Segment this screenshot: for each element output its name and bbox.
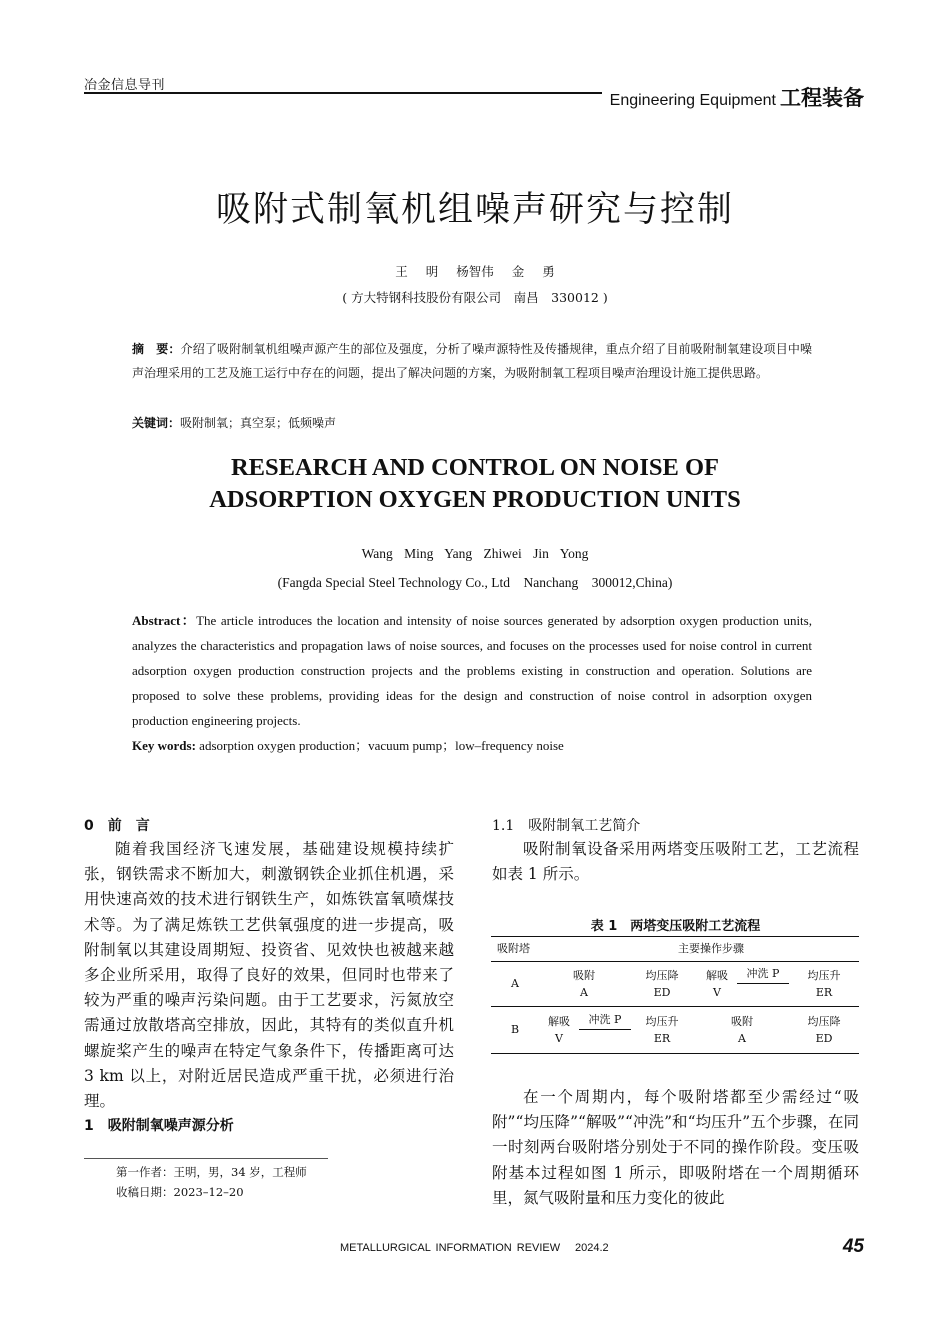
table-cell: 吸附 [731,1015,753,1028]
section-1-1-heading: 1.1 吸附制氧工艺简介 [492,818,641,834]
section-0-heading: 0 前 言 [84,818,150,834]
table-cell: ED [815,1032,833,1045]
authors-cn: 王 明 杨智伟 金 勇 [395,264,555,279]
table-cell: A [738,1032,746,1045]
section-0-paragraph: 随着我国经济飞速发展，基础建设规模持续扩张，钢铁需求不断加大，刺激钢铁企业抓住机遇，采用快速高效的技术进行钢铁生产，如炼铁富氧喷煤技术等。为了满足炼铁工艺供氧强度的进一步提高，吸附制氧以其建设周期短、投资省、见效快也被越来越多企业所采用，取得了良好的效果，但同时也带来了较为严重的噪声污染问题。由于工艺要求，污氮放空需通过放散塔高空排放，因此，其特有的类似直升机螺旋桨产生的噪声在特定气象条件下，传播距离可达 3 km 以上，对附近居民造成严重干扰，必须进行治理。 [84,840,454,1111]
table-cell: 解吸 [706,969,728,982]
table-cell: 均压升 [645,1015,679,1028]
article-title-en [0,452,950,516]
table-header-tower: 吸附塔 [497,942,530,955]
keywords-en [132,734,812,758]
table-cell: A [580,986,588,999]
abstract-label-en: Abstract： [132,613,197,628]
keywords-cn [132,411,812,435]
section-1-heading: 1 吸附制氧噪声源分析 [84,1118,234,1134]
row-a-tower: A [511,977,519,990]
table-cell: 均压降 [807,1015,841,1028]
section-name-cn: 工程装备 [780,86,864,110]
table-cell: ER [815,986,833,999]
table-cell: ER [653,1032,671,1045]
keywords-text-cn: 吸附制氧；真空泵；低频噪声 [180,416,337,430]
section-1-1-paragraph: 吸附制氧设备采用两塔变压吸附工艺，工艺流程如表 1 所示。 [492,840,859,884]
keywords-label-en: Key words: [132,738,196,753]
abstract-text-cn: 介绍了吸附制氧机组噪声源产生的部位及强度，分析了噪声源特性及传播规律，重点介绍了目前吸附制氧建设项目中噪声治理采用的工艺及施工运行中存在的问题，提出了解决问题的方案，为吸附制氧工程项目噪声治理设计施工提供思路。 [132,342,812,380]
table-header-rule [491,961,859,962]
article-title-cn: 吸附式制氧机组噪声研究与控制 [215,190,734,230]
abstract-cn [132,337,812,385]
affiliation-cn: ( 方大特钢科技股份有限公司 南昌 330012 ) [342,290,608,305]
table-header-steps: 主要操作步骤 [678,942,744,955]
footer-issue: 2024.2 [575,1242,609,1254]
table-caption: 表 1 两塔变压吸附工艺流程 [590,919,761,934]
table-cell: 冲洗 P [737,965,789,984]
table-cell: 均压降 [645,969,679,982]
authors-en: Wang Ming Yang Zhiwei Jin Yong [361,546,589,561]
section-heading [610,82,864,112]
keywords-label-cn: 关键词： [132,416,181,430]
table-cell: 均压升 [807,969,841,982]
header-rule [84,92,602,94]
section-name-en: Engineering Equipment [609,92,776,109]
table-cell: V [555,1032,563,1045]
title-en-line1: RESEARCH AND CONTROL ON NOISE OF [230,454,720,481]
table-cell: 吸附 [573,969,595,982]
table-cell: ED [653,986,671,999]
keywords-text-en: adsorption oxygen production；vacuum pump；low–frequency noise [195,738,564,753]
footnote-received: 收稿日期：2023–12–20 [116,1185,244,1199]
table-cell: 解吸 [548,1015,570,1028]
table-row-rule [491,1006,859,1007]
footnote-rule [84,1158,328,1159]
abstract-label-cn: 摘 要： [132,342,181,356]
page-number: 45 [842,1236,864,1257]
abstract-en [132,608,812,733]
section-1-1-paragraph-2: 在一个周期内，每个吸附塔都至少需经过“吸附”“均压降”“解吸”“冲洗”和“均压升”五个步骤，在同一时刻两台吸附塔分别处于不同的操作阶段。变压吸附基本过程如图 1 所示，即吸附塔在一个周期循环里，氮气吸附量和压力变化的彼此 [492,1088,859,1207]
process-table [491,936,859,1054]
row-b-tower: B [510,1023,520,1036]
journal-name: 冶金信息导刊 [84,78,166,93]
affiliation-en: (Fangda Special Steel Technology Co., Ltd Nanchang 300012,China) [277,575,673,590]
title-en-line2: ADSORPTION OXYGEN PRODUCTION UNITS [209,486,741,513]
abstract-text-en: The article introduces the location and intensity of noise sources generated by adsorption oxygen production units, analyzes the characteristics and propagation laws of noise sources, and focuses on the processes used for noise control in current adsorption oxygen production construction projects and the problems existing in construction and operation. Solutions are proposed to solve these problems, providing ideas for the design and construction of noise control in adsorption oxygen production engineering projects. [132,613,812,728]
footnote-author: 第一作者：王明，男，34 岁，工程师 [116,1165,307,1179]
table-cell: 冲洗 P [579,1011,631,1030]
footer-journal: METALLURGICAL INFORMATION REVIEW [340,1242,561,1254]
table-cell: V [713,986,721,999]
